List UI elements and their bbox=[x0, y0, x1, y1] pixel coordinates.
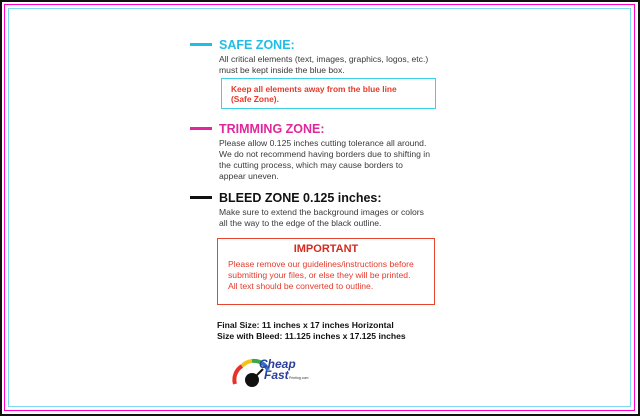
bleed-zone-marker bbox=[190, 196, 212, 199]
important-line: Please remove our guidelines/instructions before bbox=[228, 259, 414, 269]
bleed-zone-section bbox=[219, 191, 424, 229]
safe-zone-warning-box bbox=[221, 78, 436, 109]
logo-word-fast: Fast bbox=[264, 368, 289, 382]
final-size: Final Size: 11 inches x 17 inches Horizontal bbox=[217, 320, 394, 330]
trimming-zone-marker bbox=[190, 127, 212, 130]
safe-zone-marker bbox=[190, 43, 212, 46]
safe-zone-warning-line: (Safe Zone). bbox=[231, 94, 279, 104]
safe-zone-line: All critical elements (text, images, graphics, logos, etc.) bbox=[219, 54, 429, 64]
trimming-zone-section bbox=[219, 122, 430, 182]
bleed-zone-line: Make sure to extend the background images or colors bbox=[219, 207, 424, 217]
trimming-zone-heading: TRIMMING ZONE: bbox=[219, 122, 325, 136]
safe-zone-section bbox=[219, 38, 428, 76]
cheap-fast-printing-logo bbox=[232, 354, 322, 388]
trimming-zone-line: We do not recommend having borders due to shifting in bbox=[219, 149, 430, 159]
speedometer-icon bbox=[232, 354, 322, 388]
trimming-zone-line: Please allow 0.125 inches cutting tolerance all around. bbox=[219, 138, 427, 148]
trimming-zone-line: appear uneven. bbox=[219, 171, 279, 181]
logo-subtext: Printing.com bbox=[289, 376, 309, 380]
trimming-zone-line: the cutting process, which may cause borders to bbox=[219, 160, 403, 170]
safe-zone-heading: SAFE ZONE: bbox=[219, 38, 295, 52]
safe-zone-warning-line: Keep all elements away from the blue line bbox=[231, 84, 397, 94]
important-line: submitting your files, or else they will be printed. bbox=[228, 270, 411, 280]
safe-zone-line: must be kept inside the blue box. bbox=[219, 65, 345, 75]
bleed-zone-line: all the way to the edge of the black outline. bbox=[219, 218, 382, 228]
bleed-size: Size with Bleed: 11.125 inches x 17.125 inches bbox=[217, 331, 406, 341]
bleed-zone-heading: BLEED ZONE 0.125 inches: bbox=[219, 191, 382, 205]
important-box bbox=[217, 238, 435, 305]
final-size-block bbox=[217, 320, 406, 342]
important-title: IMPORTANT bbox=[293, 243, 359, 255]
logo-word-cheap: Cheap bbox=[259, 357, 296, 371]
important-line: All text should be converted to outline. bbox=[228, 281, 374, 291]
